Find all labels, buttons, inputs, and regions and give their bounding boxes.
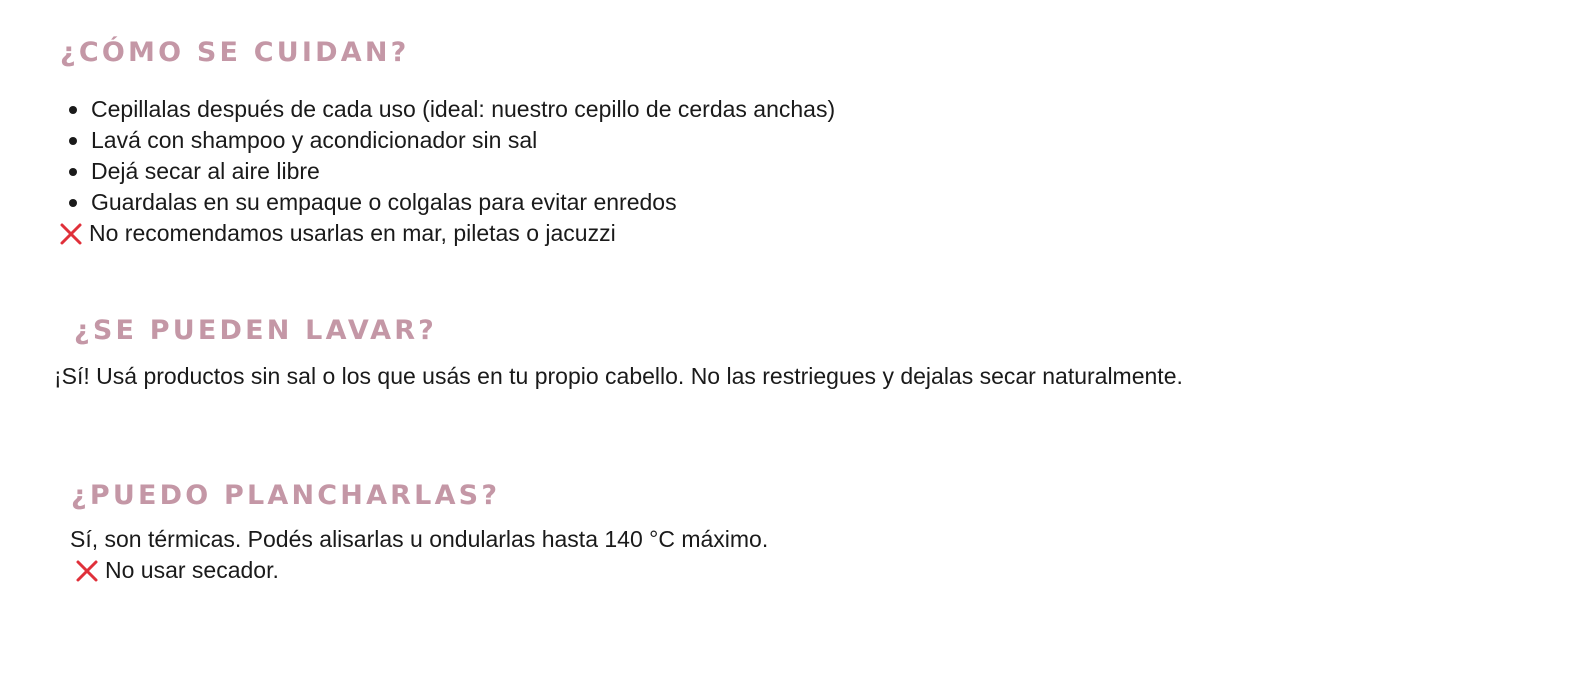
care-list-item: Guardalas en su empaque o colgalas para evitar enredos bbox=[59, 187, 1580, 218]
cross-mark-icon bbox=[75, 559, 99, 583]
care-warning-text: No recomendamos usarlas en mar, piletas o jacuzzi bbox=[89, 220, 616, 246]
care-list-item: Dejá secar al aire libre bbox=[59, 156, 1580, 187]
iron-heading: ¿PUEDO PLANCHARLAS? bbox=[71, 480, 501, 511]
iron-warning-text: No usar secador. bbox=[105, 557, 279, 583]
care-section bbox=[0, 36, 1580, 249]
care-warning bbox=[59, 218, 1580, 249]
care-list bbox=[59, 94, 1580, 218]
iron-section bbox=[0, 479, 1580, 586]
iron-text: Sí, son térmicas. Podés alisarlas u ondularlas hasta 140 °C máximo. bbox=[70, 526, 769, 552]
care-list-item: Lavá con shampoo y acondicionador sin sal bbox=[59, 125, 1580, 156]
care-heading: ¿CÓMO SE CUIDAN? bbox=[60, 37, 410, 68]
wash-heading: ¿SE PUEDEN LAVAR? bbox=[74, 315, 438, 346]
wash-text: ¡Sí! Usá productos sin sal o los que usás en tu propio cabello. No las restriegues y dejalas secar naturalmente. bbox=[54, 363, 1183, 389]
care-list-item: Cepillalas después de cada uso (ideal: nuestro cepillo de cerdas anchas) bbox=[59, 94, 1580, 125]
cross-mark-icon bbox=[59, 222, 83, 246]
wash-section bbox=[0, 314, 1580, 392]
iron-warning bbox=[75, 555, 1580, 586]
